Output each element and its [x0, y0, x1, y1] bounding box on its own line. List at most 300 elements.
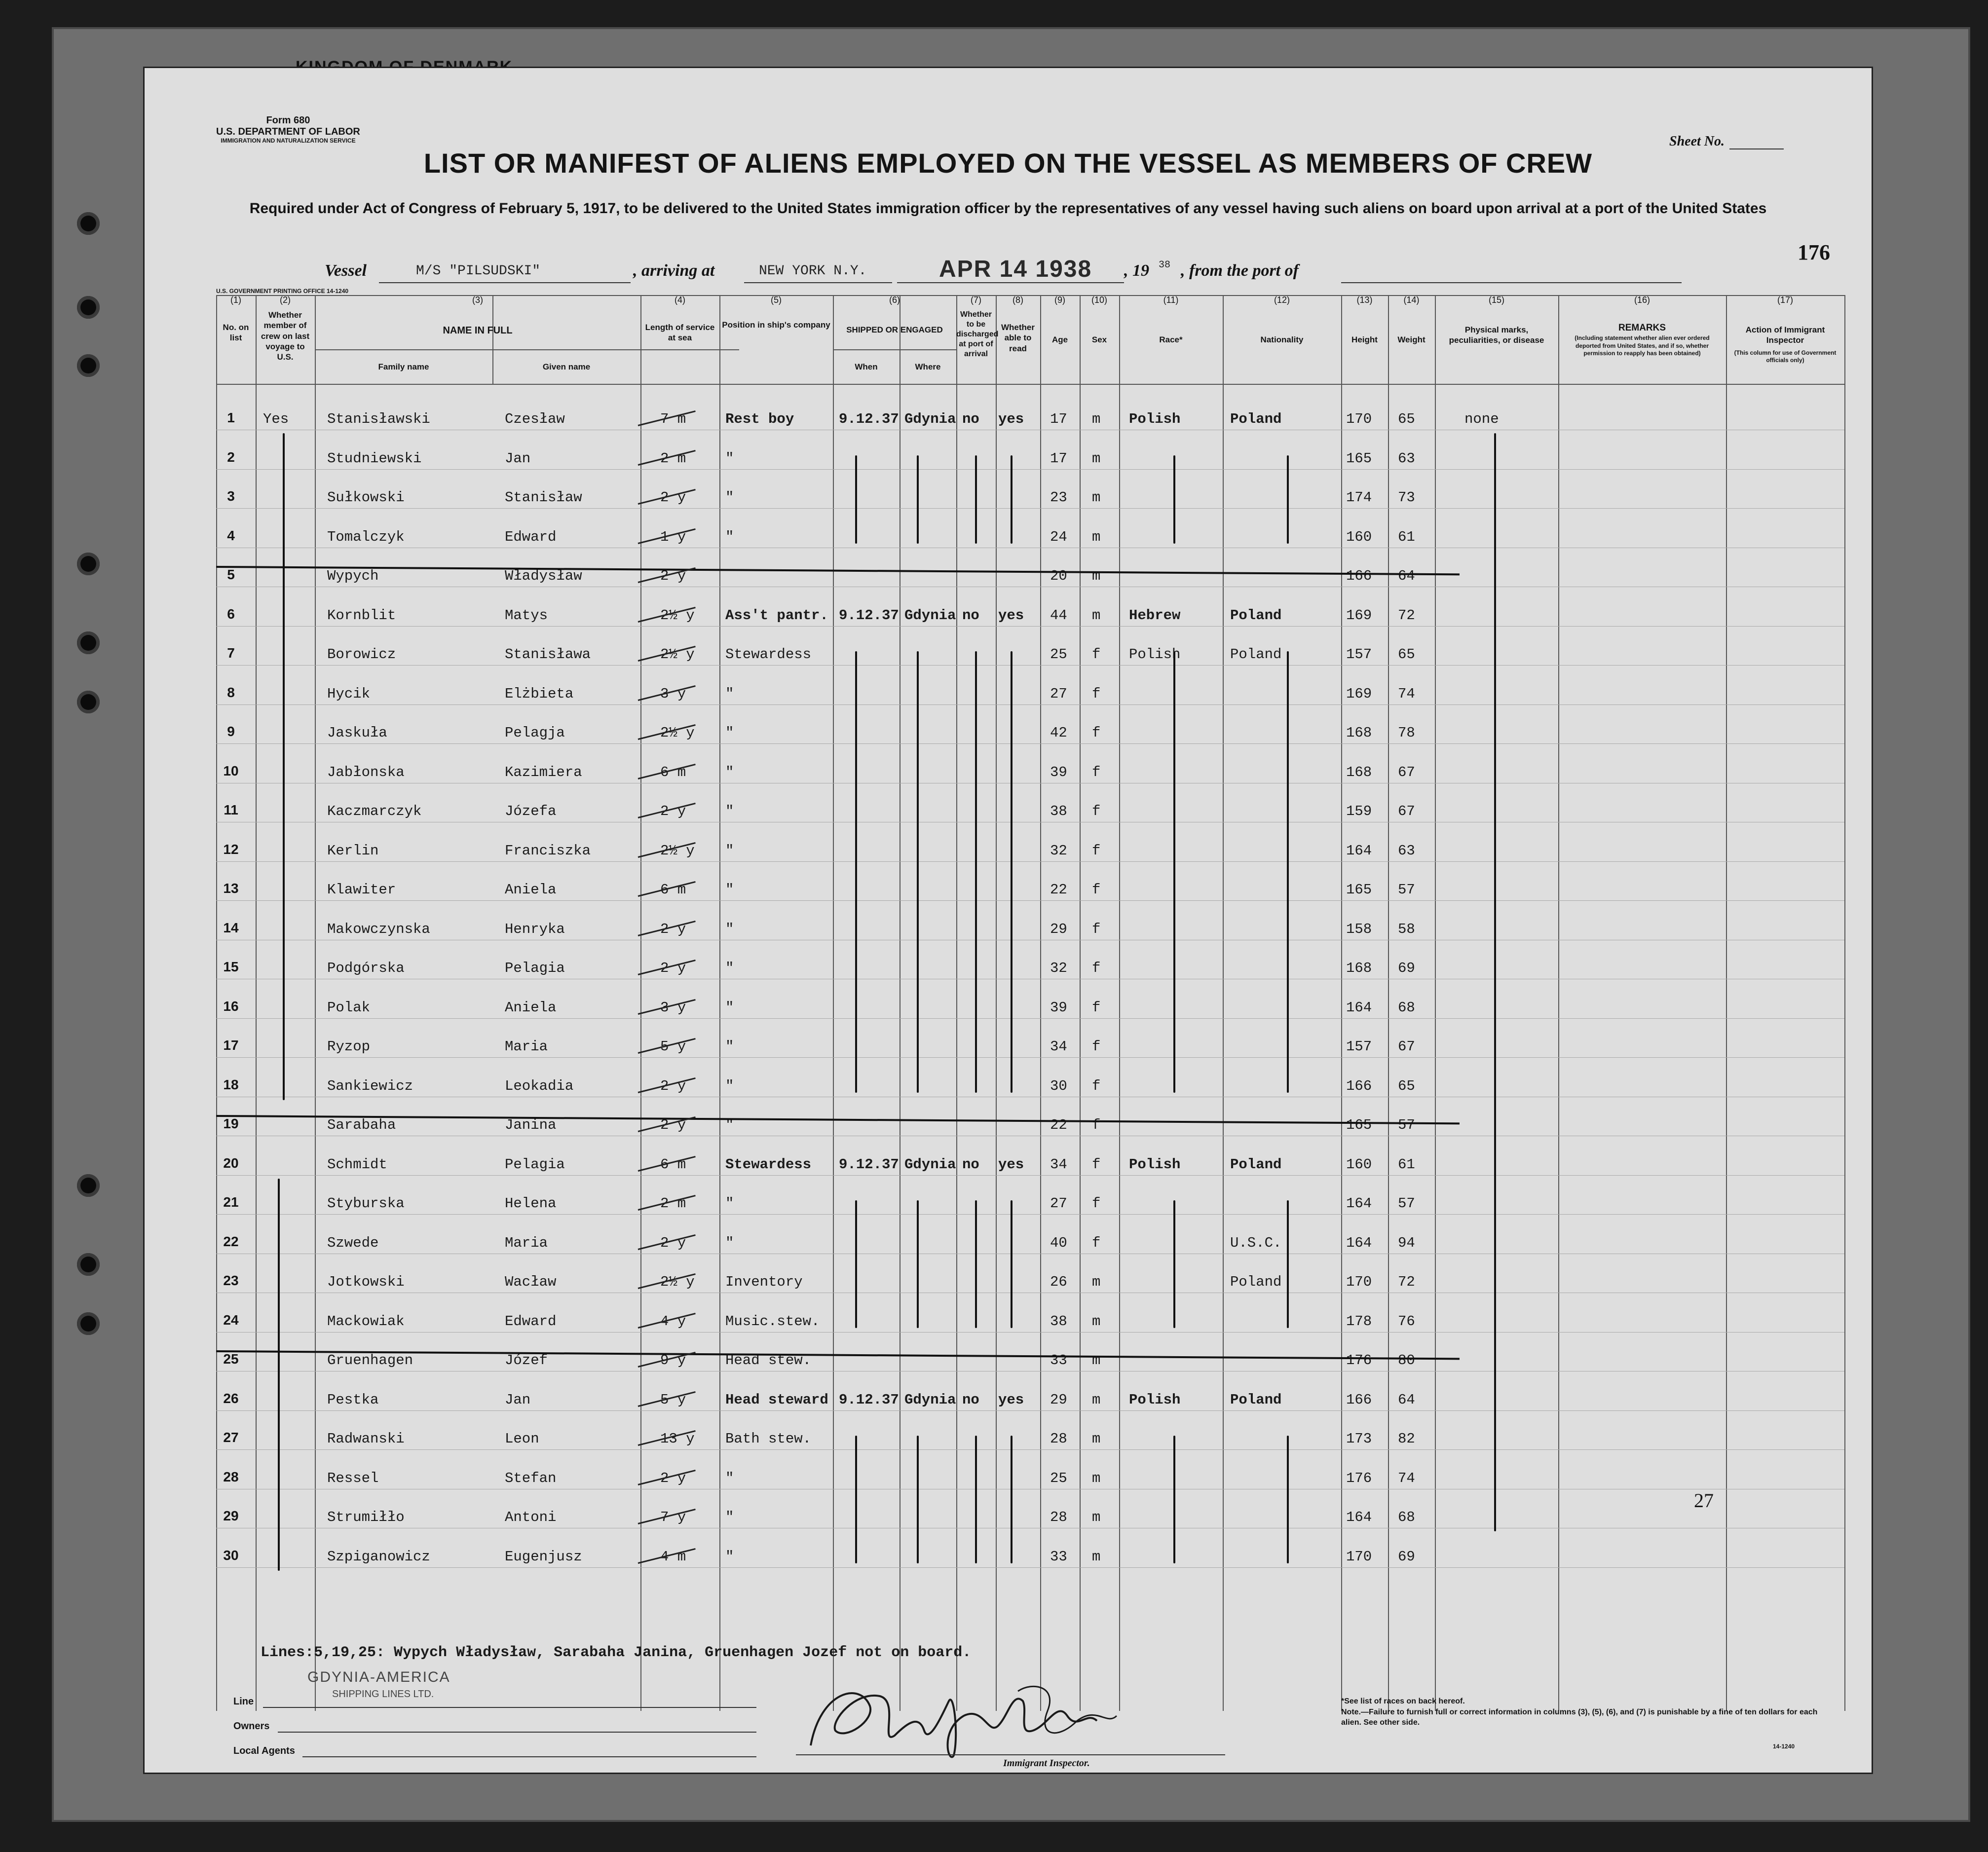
- cell-position: ": [725, 960, 734, 976]
- binder-hole: [77, 212, 100, 235]
- cell-nat: Poland: [1230, 646, 1282, 663]
- cell-given: Aniela: [505, 1000, 557, 1016]
- column-header-able-to-read: Whether able to read: [1001, 323, 1035, 353]
- cell-family: Mackowiak: [327, 1313, 405, 1330]
- where-ditto-line: [917, 1436, 919, 1563]
- cell-sex: f: [1092, 725, 1101, 741]
- vessel-name: M/S "PILSUDSKI": [416, 263, 541, 279]
- cell-service: 2 y: [660, 1235, 686, 1251]
- cell-sex: f: [1092, 1038, 1101, 1055]
- cell-age: 17: [1050, 450, 1067, 467]
- cell-age: 23: [1050, 489, 1067, 506]
- crew-column-ditto-line: [283, 433, 285, 1100]
- cell-service: 1 y: [660, 529, 686, 545]
- cell-service: 3 y: [660, 1000, 686, 1016]
- cell-family: Styburska: [327, 1195, 405, 1212]
- discharged-ditto-line: [975, 455, 977, 544]
- row-number: 4: [227, 528, 235, 543]
- cell-where: Gdynia: [904, 1392, 956, 1408]
- cell-service: 13 y: [660, 1431, 695, 1447]
- cell-weight: 57: [1398, 882, 1415, 898]
- cell-age: 33: [1050, 1352, 1067, 1369]
- cell-height: 165: [1346, 882, 1372, 898]
- cell-weight: 68: [1398, 1509, 1415, 1525]
- cell-height: 176: [1346, 1352, 1372, 1369]
- cell-position: Music.stew.: [725, 1313, 820, 1330]
- cell-service: 2 y: [660, 960, 686, 976]
- cell-sex: m: [1092, 1509, 1101, 1525]
- bureau-name: IMMIGRATION AND NATURALIZATION SERVICE: [221, 137, 356, 144]
- column-header-inspector-action: Action of Immigrant Inspector: [1745, 325, 1825, 345]
- cell-age: 28: [1050, 1431, 1067, 1447]
- cell-sex: f: [1092, 803, 1101, 819]
- arriving-label: , arriving at: [633, 261, 715, 280]
- column-divider: [256, 295, 257, 1711]
- cell-given: Stefan: [505, 1470, 557, 1486]
- row-number: 6: [227, 606, 235, 622]
- cell-family: Jaskuła: [327, 725, 387, 741]
- cell-age: 39: [1050, 1000, 1067, 1016]
- row-number: 2: [227, 449, 235, 465]
- cell-position: ": [725, 1509, 734, 1525]
- cell-weight: 80: [1398, 1352, 1415, 1369]
- cell-service: 7 m: [660, 411, 686, 427]
- cell-sex: m: [1092, 607, 1101, 624]
- column-number: (7): [971, 295, 981, 305]
- cell-sex: m: [1092, 450, 1101, 467]
- binder-hole: [77, 1312, 100, 1335]
- cell-service: 7 y: [660, 1509, 686, 1525]
- cell-position: ": [725, 882, 734, 898]
- cell-family: Sankiewicz: [327, 1078, 413, 1094]
- cell-sex: f: [1092, 1235, 1101, 1251]
- cell-weight: 78: [1398, 725, 1415, 741]
- company-stamp-name: GDYNIA-AMERICA: [307, 1669, 450, 1685]
- column-number: (15): [1488, 295, 1504, 305]
- cell-age: 22: [1050, 1117, 1067, 1133]
- races-footnote: *See list of races on back hereof.: [1341, 1697, 1465, 1705]
- cell-family: Pestka: [327, 1392, 379, 1408]
- cell-family: Podgórska: [327, 960, 405, 976]
- column-header-sex: Sex: [1091, 335, 1107, 344]
- column-header-no: No. on list: [223, 323, 249, 343]
- cell-height: 158: [1346, 921, 1372, 937]
- arrival-date-underline: [897, 282, 1124, 283]
- cell-family: Wypych: [327, 568, 379, 584]
- column-header-last-voyage: Whether member of crew on last voyage to U.S.: [261, 310, 310, 362]
- cell-sex: f: [1092, 1195, 1101, 1212]
- cell-family: Radwanski: [327, 1431, 405, 1447]
- column-divider: [719, 295, 720, 1711]
- cell-family: Ryzop: [327, 1038, 371, 1055]
- cell-family: Klawiter: [327, 882, 396, 898]
- nationality-ditto-line: [1287, 455, 1289, 544]
- cell-sex: f: [1092, 843, 1101, 859]
- cell-age: 22: [1050, 882, 1067, 898]
- margin-pencil-mark: 27: [1694, 1489, 1714, 1512]
- row-rule: [216, 900, 1844, 901]
- cell-sex: m: [1092, 529, 1101, 545]
- cell-weight: 73: [1398, 489, 1415, 506]
- cell-when: 9.12.37: [839, 1156, 899, 1173]
- from-port-label: , from the port of: [1181, 261, 1299, 280]
- cell-weight: 63: [1398, 843, 1415, 859]
- footnotes: [1341, 1696, 1835, 1728]
- cell-service: 6 m: [660, 764, 686, 780]
- cell-age: 44: [1050, 607, 1067, 624]
- column-number: (16): [1634, 295, 1650, 305]
- header-subrule: [833, 349, 956, 350]
- cell-height: 170: [1346, 411, 1372, 427]
- sheet-number-label: Sheet No.: [1669, 134, 1725, 149]
- row-number: 24: [223, 1312, 239, 1328]
- cell-sex: f: [1092, 1117, 1101, 1133]
- cell-position: ": [725, 764, 734, 780]
- binder-hole: [77, 354, 100, 377]
- column-number: (14): [1403, 295, 1420, 305]
- cell-position: Stewardess: [725, 646, 812, 663]
- row-number: 27: [223, 1430, 239, 1445]
- column-divider: [1435, 295, 1436, 1711]
- column-number: (11): [1163, 295, 1179, 305]
- cell-when: 9.12.37: [839, 1392, 899, 1408]
- cell-sex: f: [1092, 1000, 1101, 1016]
- cell-family: Tomalczyk: [327, 529, 405, 545]
- cell-position: ": [725, 1235, 734, 1251]
- cell-given: Franciszka: [505, 843, 591, 859]
- cell-given: Antoni: [505, 1509, 557, 1525]
- cell-given: Janina: [505, 1117, 557, 1133]
- cell-disch: no: [962, 1156, 979, 1173]
- cell-sex: f: [1092, 1078, 1101, 1094]
- cell-service: 5 y: [660, 1392, 686, 1408]
- manifest-number: 176: [1798, 240, 1830, 264]
- cell-given: Leon: [505, 1431, 539, 1447]
- vessel-info-line: [325, 257, 1805, 286]
- row-number: 3: [227, 488, 235, 504]
- cell-family: Stanisławski: [327, 411, 430, 427]
- cell-position: ": [725, 450, 734, 467]
- cell-position: Inventory: [725, 1274, 803, 1290]
- cell-nat: Poland: [1230, 411, 1282, 427]
- cell-weight: 67: [1398, 1038, 1415, 1055]
- cell-sex: m: [1092, 411, 1101, 427]
- cell-sex: f: [1092, 921, 1101, 937]
- cell-age: 29: [1050, 921, 1067, 937]
- cell-given: Kazimiera: [505, 764, 582, 780]
- cell-read: yes: [998, 607, 1024, 624]
- cell-position: Stewardess: [725, 1156, 812, 1173]
- column-number: (10): [1091, 295, 1107, 305]
- cell-height: 164: [1346, 1195, 1372, 1212]
- inspector-signature: [801, 1662, 1245, 1770]
- year-label: , 19: [1124, 261, 1149, 280]
- cell-sex: m: [1092, 489, 1101, 506]
- row-number: 16: [223, 999, 239, 1014]
- binder-holes: [74, 0, 113, 1852]
- column-divider: [1080, 295, 1081, 1711]
- read-ditto-line: [1011, 1200, 1013, 1328]
- cell-weight: 69: [1398, 960, 1415, 976]
- cell-given: Pelagja: [505, 725, 565, 741]
- race-ditto-line: [1173, 1436, 1175, 1563]
- cell-sex: m: [1092, 1313, 1101, 1330]
- cell-height: 166: [1346, 568, 1372, 584]
- cell-given: Edward: [505, 529, 557, 545]
- column-header-remarks: REMARKS: [1618, 323, 1666, 333]
- cell-position: Bath stew.: [725, 1431, 812, 1447]
- cell-weight: 63: [1398, 450, 1415, 467]
- cell-where: Gdynia: [904, 411, 956, 427]
- cell-age: 20: [1050, 568, 1067, 584]
- cell-family: Makowczynska: [327, 921, 430, 937]
- arrival-port: NEW YORK N.Y.: [759, 263, 867, 279]
- owners-underline: [278, 1732, 756, 1733]
- cell-height: 165: [1346, 450, 1372, 467]
- cell-race: Polish: [1129, 646, 1181, 663]
- race-ditto-line: [1173, 1200, 1175, 1328]
- row-number: 8: [227, 685, 235, 700]
- row-rule: [216, 1175, 1844, 1176]
- inspector-label: Immigrant Inspector.: [1003, 1758, 1090, 1769]
- cell-given: Edward: [505, 1313, 557, 1330]
- cell-weight: 57: [1398, 1117, 1415, 1133]
- cell-age: 39: [1050, 764, 1067, 780]
- cell-position: ": [725, 1117, 734, 1133]
- cell-height: 164: [1346, 1509, 1372, 1525]
- page-title: LIST OR MANIFEST OF ALIENS EMPLOYED ON THE VESSEL AS MEMBERS OF CREW: [423, 148, 1593, 179]
- cell-position: ": [725, 1078, 734, 1094]
- cell-weight: 76: [1398, 1313, 1415, 1330]
- cell-sex: m: [1092, 1549, 1101, 1565]
- nationality-ditto-line: [1287, 651, 1289, 1093]
- column-number: (5): [771, 295, 782, 305]
- cell-service: 2 y: [660, 1470, 686, 1486]
- cell-sex: f: [1092, 960, 1101, 976]
- binder-hole: [77, 1174, 100, 1197]
- column-header-age: Age: [1051, 335, 1068, 344]
- column-divider: [1040, 295, 1041, 1711]
- column-divider: [956, 295, 957, 1711]
- cell-age: 34: [1050, 1156, 1067, 1173]
- row-number: 1: [227, 410, 235, 425]
- cell-given: Józef: [505, 1352, 548, 1369]
- cell-weight: 64: [1398, 568, 1415, 584]
- column-number: (8): [1013, 295, 1023, 305]
- row-number: 12: [223, 842, 239, 857]
- year-value: 38: [1159, 259, 1171, 271]
- cell-sex: m: [1092, 1470, 1101, 1486]
- cell-height: 164: [1346, 843, 1372, 859]
- cell-height: 174: [1346, 489, 1372, 506]
- where-ditto-line: [917, 651, 919, 1093]
- cell-height: 160: [1346, 529, 1372, 545]
- cell-sex: m: [1092, 568, 1101, 584]
- column-number: (9): [1054, 295, 1065, 305]
- cell-weight: 64: [1398, 1392, 1415, 1408]
- cell-age: 25: [1050, 646, 1067, 663]
- cell-given: Aniela: [505, 882, 557, 898]
- cell-sex: m: [1092, 1274, 1101, 1290]
- cell-age: 27: [1050, 1195, 1067, 1212]
- row-number: 19: [223, 1116, 239, 1131]
- column-header-remarks-note: (Including statement whether alien ever ordered deported from United States, and if so, whether permission to reapply has been obtained): [1575, 334, 1710, 357]
- cell-given: Maria: [505, 1038, 548, 1055]
- cell-age: 25: [1050, 1470, 1067, 1486]
- cell-family: Borowicz: [327, 646, 396, 663]
- column-divider: [640, 295, 641, 1711]
- discharged-ditto-line: [975, 1436, 977, 1563]
- cell-sex: f: [1092, 646, 1101, 663]
- row-number: 23: [223, 1273, 239, 1288]
- column-divider: [1223, 295, 1224, 1711]
- cell-crew: Yes: [263, 411, 289, 427]
- cell-family: Strumiłło: [327, 1509, 405, 1525]
- row-number: 14: [223, 920, 239, 935]
- cell-disch: no: [962, 411, 979, 427]
- cell-service: 2½ y: [660, 843, 695, 859]
- cell-position: ": [725, 1195, 734, 1212]
- cell-height: 168: [1346, 725, 1372, 741]
- cell-age: 17: [1050, 411, 1067, 427]
- row-number: 7: [227, 645, 235, 661]
- cell-given: Czesław: [505, 411, 565, 427]
- department-name: U.S. DEPARTMENT OF LABOR: [216, 126, 360, 137]
- cell-position: Head steward: [725, 1392, 828, 1408]
- cell-given: Leokadia: [505, 1078, 574, 1094]
- cell-given: Maria: [505, 1235, 548, 1251]
- line-label: Line: [233, 1696, 254, 1707]
- row-number: 15: [223, 959, 239, 974]
- binder-hole: [77, 296, 100, 319]
- row-number: 21: [223, 1194, 239, 1210]
- race-ditto-line: [1173, 455, 1175, 544]
- cell-sex: f: [1092, 1156, 1101, 1173]
- form-number: Form 680: [266, 115, 310, 126]
- cell-position: ": [725, 529, 734, 545]
- cell-sex: f: [1092, 764, 1101, 780]
- cell-age: 29: [1050, 1392, 1067, 1408]
- nationality-ditto-line: [1287, 1200, 1289, 1328]
- cell-family: Kaczmarczyk: [327, 803, 422, 819]
- cell-service: 2 m: [660, 1195, 686, 1212]
- column-divider: [833, 295, 834, 1711]
- cell-service: 4 y: [660, 1313, 686, 1330]
- column-header-where: Where: [915, 362, 941, 371]
- binder-hole: [77, 691, 100, 713]
- column-header-family-name: Family name: [378, 362, 429, 371]
- cell-family: Jotkowski: [327, 1274, 405, 1290]
- cell-age: 38: [1050, 1313, 1067, 1330]
- cell-given: Pelagia: [505, 1156, 565, 1173]
- cell-sex: f: [1092, 686, 1101, 702]
- cell-position: Rest boy: [725, 411, 794, 427]
- cell-position: ": [725, 725, 734, 741]
- cell-family: Hycik: [327, 686, 371, 702]
- cell-sex: m: [1092, 1392, 1101, 1408]
- cell-age: 32: [1050, 960, 1067, 976]
- cell-nat: U.S.C.: [1230, 1235, 1282, 1251]
- crew-column-ditto-line: [278, 1179, 280, 1571]
- column-header-height: Height: [1351, 335, 1378, 344]
- cell-service: 6 m: [660, 882, 686, 898]
- header-subrule: [315, 349, 739, 350]
- cell-position: ": [725, 1000, 734, 1016]
- column-number: (2): [280, 295, 291, 305]
- row-number: 20: [223, 1155, 239, 1171]
- row-rule: [216, 1332, 1844, 1333]
- column-header-discharged: Whether to be discharged at port of arrival: [956, 310, 999, 358]
- column-header-when: When: [855, 362, 878, 371]
- column-divider: [1558, 295, 1559, 1711]
- local-agents-label: Local Agents: [233, 1745, 295, 1756]
- cell-family: Gruenhagen: [327, 1352, 413, 1369]
- row-rule: [216, 1214, 1844, 1215]
- cell-given: Wacław: [505, 1274, 557, 1290]
- column-number: (6): [889, 295, 900, 305]
- cell-height: 168: [1346, 960, 1372, 976]
- cell-service: 9 y: [660, 1352, 686, 1369]
- where-ditto-line: [917, 1200, 919, 1328]
- vessel-name-underline: [379, 282, 631, 283]
- discharged-ditto-line: [975, 651, 977, 1093]
- cell-service: 3 y: [660, 686, 686, 702]
- where-ditto-line: [917, 455, 919, 544]
- cell-service: 2½ y: [660, 607, 695, 624]
- row-number: 22: [223, 1234, 239, 1249]
- cell-weight: 65: [1398, 1078, 1415, 1094]
- cell-service: 2 y: [660, 489, 686, 506]
- cell-service: 5 y: [660, 1038, 686, 1055]
- row-rule: [216, 704, 1844, 705]
- cell-weight: 65: [1398, 411, 1415, 427]
- column-number: (3): [472, 295, 483, 305]
- cell-weight: 65: [1398, 646, 1415, 663]
- row-number: 26: [223, 1391, 239, 1406]
- cell-race: Hebrew: [1129, 607, 1181, 624]
- column-divider: [1726, 295, 1727, 1711]
- penalty-note: Note.—Failure to furnish full or correct information in columns (3), (5), (6), and (7) is punishable by a fine of ten dollars for each alien. See other side.: [1341, 1707, 1818, 1727]
- row-rule: [216, 1018, 1844, 1019]
- cell-age: 38: [1050, 803, 1067, 819]
- read-ditto-line: [1011, 455, 1013, 544]
- cell-sex: m: [1092, 1431, 1101, 1447]
- cell-nat: Poland: [1230, 607, 1282, 624]
- cell-service: 4 m: [660, 1549, 686, 1565]
- company-stamp-subtitle: SHIPPING LINES LTD.: [332, 1689, 434, 1700]
- cell-age: 33: [1050, 1549, 1067, 1565]
- when-ditto-line: [855, 1200, 857, 1328]
- cell-given: Józefa: [505, 803, 557, 819]
- cell-nat: Poland: [1230, 1392, 1282, 1408]
- cell-weight: 74: [1398, 686, 1415, 702]
- column-divider: [996, 295, 997, 1711]
- cell-read: yes: [998, 1392, 1024, 1408]
- cell-age: 26: [1050, 1274, 1067, 1290]
- cell-age: 40: [1050, 1235, 1067, 1251]
- inspector-signature-line: [796, 1754, 1225, 1755]
- column-header-name: NAME IN FULL: [443, 325, 513, 336]
- cell-position: ": [725, 686, 734, 702]
- cell-family: Szwede: [327, 1235, 379, 1251]
- cell-family: Jabłonska: [327, 764, 405, 780]
- nationality-ditto-line: [1287, 1436, 1289, 1563]
- column-number: (13): [1356, 295, 1373, 305]
- column-divider: [1844, 295, 1845, 1711]
- cell-family: Kerlin: [327, 843, 379, 859]
- cell-given: Stanisław: [505, 489, 582, 506]
- column-header-weight: Weight: [1397, 335, 1425, 344]
